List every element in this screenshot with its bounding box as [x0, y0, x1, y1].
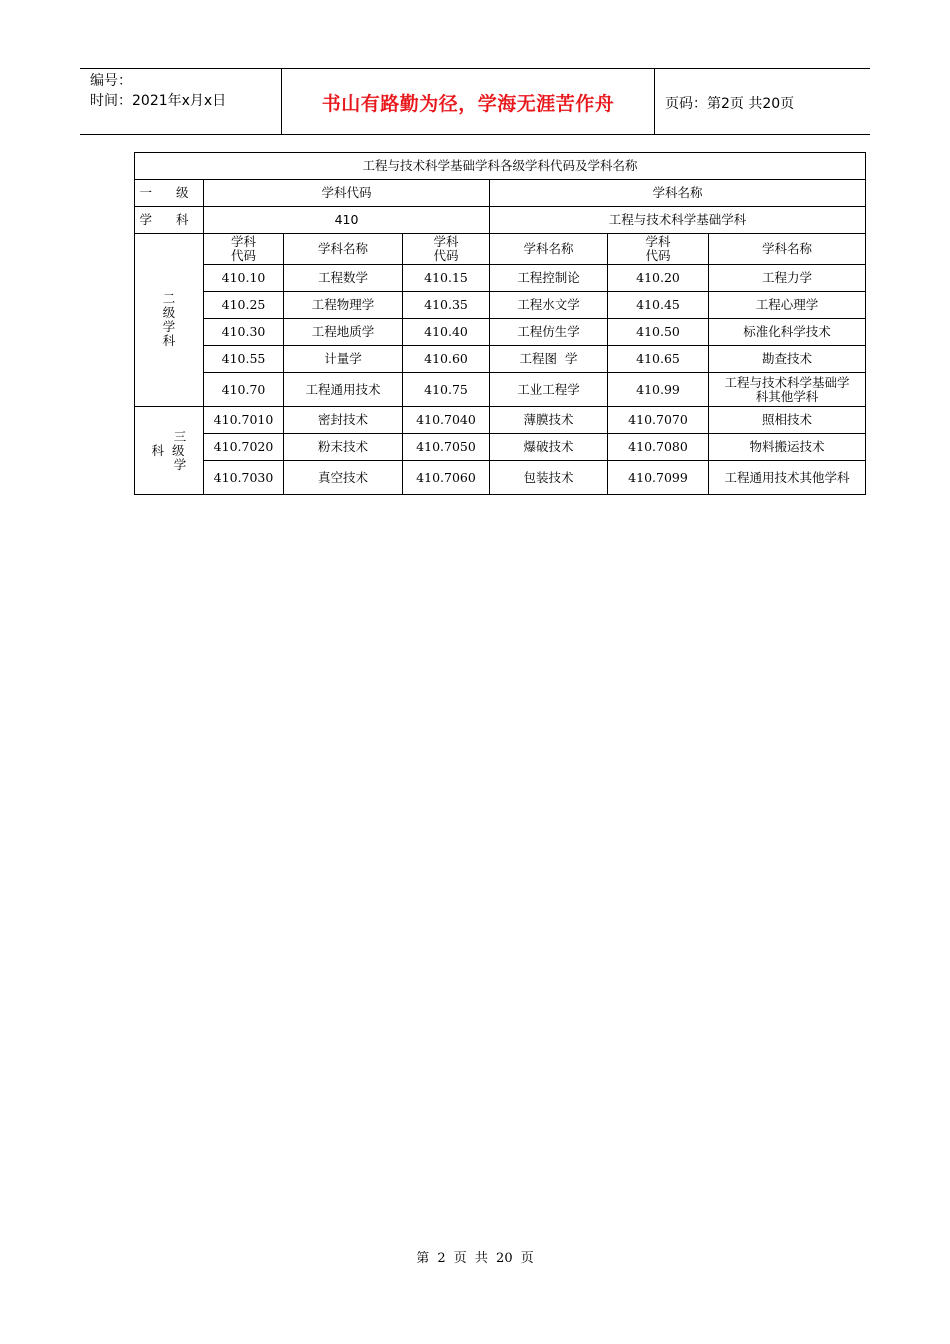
- subject-name: 工业工程学: [490, 373, 608, 407]
- table-row: [135, 407, 866, 434]
- subject-code: 410.75: [403, 373, 490, 407]
- subject-name: 工程心理学: [709, 292, 866, 319]
- subject-name: 工程控制论: [490, 265, 608, 292]
- header-motto: 书山有路勤为径，学海无涯苦作舟: [321, 93, 615, 115]
- code-header: 学科 代码: [204, 234, 284, 265]
- table-row: [135, 373, 866, 407]
- subject-code: 410.40: [403, 319, 490, 346]
- subject-name: 物料搬运技术: [709, 434, 866, 461]
- page-header: [80, 68, 870, 135]
- code-header: 学科 代码: [608, 234, 709, 265]
- subject-name: 爆破技术: [490, 434, 608, 461]
- subject-code: 410.50: [608, 319, 709, 346]
- header-divider: [654, 69, 655, 135]
- subject-code: 410.70: [204, 373, 284, 407]
- subject-code: 410.7020: [204, 434, 284, 461]
- subject-code: 410.45: [608, 292, 709, 319]
- level3-label: 三 科 级 学: [135, 407, 204, 495]
- name-header: 学科名称: [490, 234, 608, 265]
- table-row: [135, 265, 866, 292]
- table-row: [135, 434, 866, 461]
- subject-name: 工程水文学: [490, 292, 608, 319]
- date-label: 时间：2021年x月x日: [90, 93, 227, 109]
- subject-code: 410.55: [204, 346, 284, 373]
- table-row: [135, 461, 866, 495]
- subject-code: 410.7060: [403, 461, 490, 495]
- subject-code: 410.7070: [608, 407, 709, 434]
- subject-name: 工程数学: [284, 265, 403, 292]
- subject-code: 410.7030: [204, 461, 284, 495]
- subject-name: 标准化科学技术: [709, 319, 866, 346]
- subject-name: 工程力学: [709, 265, 866, 292]
- level1-label-top: 一 级: [135, 180, 204, 207]
- header-meta: [90, 71, 226, 111]
- subject-name: 工程图 学: [490, 346, 608, 373]
- level1-name-header: 学科名称: [490, 180, 866, 207]
- level1-header-row: [135, 180, 866, 207]
- subject-code: 410.35: [403, 292, 490, 319]
- code-header: 学科 代码: [403, 234, 490, 265]
- subject-code: 410.7010: [204, 407, 284, 434]
- level1-label-bottom: 学 科: [135, 207, 204, 234]
- level1-name: 工程与技术科学基础学科: [490, 207, 866, 234]
- subject-name: 工程地质学: [284, 319, 403, 346]
- subject-name: 工程物理学: [284, 292, 403, 319]
- subject-name: 工程通用技术: [284, 373, 403, 407]
- subject-name: 照相技术: [709, 407, 866, 434]
- subject-code-table: [134, 152, 866, 495]
- page-counter: 页码：第2页 共20页: [665, 96, 795, 112]
- table-title-row: [135, 153, 866, 180]
- subject-code: 410.30: [204, 319, 284, 346]
- subject-code: 410.7099: [608, 461, 709, 495]
- subject-code: 410.60: [403, 346, 490, 373]
- subject-code: 410.15: [403, 265, 490, 292]
- subject-name: 密封技术: [284, 407, 403, 434]
- subject-name: 计量学: [284, 346, 403, 373]
- name-header: 学科名称: [709, 234, 866, 265]
- doc-number-label: 编号：: [90, 73, 132, 89]
- subject-code: 410.7080: [608, 434, 709, 461]
- level1-code: 410: [204, 207, 490, 234]
- table-row: [135, 319, 866, 346]
- table-title: 工程与技术科学基础学科各级学科代码及学科名称: [135, 153, 866, 180]
- subject-code: 410.65: [608, 346, 709, 373]
- level1-value-row: [135, 207, 866, 234]
- name-header: 学科名称: [284, 234, 403, 265]
- level1-code-header: 学科代码: [204, 180, 490, 207]
- level2-label: 二 级 学 科: [135, 234, 204, 407]
- subject-name: 真空技术: [284, 461, 403, 495]
- table-row: [135, 346, 866, 373]
- table-row: [135, 292, 866, 319]
- subject-name: 勘查技术: [709, 346, 866, 373]
- subject-name: 工程仿生学: [490, 319, 608, 346]
- subject-name: 粉末技术: [284, 434, 403, 461]
- subject-name: 工程通用技术其他学科: [709, 461, 866, 495]
- level2-header-row: [135, 234, 866, 265]
- subject-code: 410.99: [608, 373, 709, 407]
- subject-code: 410.7040: [403, 407, 490, 434]
- subject-name: 包装技术: [490, 461, 608, 495]
- subject-code: 410.7050: [403, 434, 490, 461]
- subject-code: 410.20: [608, 265, 709, 292]
- subject-name: 薄膜技术: [490, 407, 608, 434]
- page-footer: 第 2 页 共 20 页: [416, 1251, 534, 1266]
- subject-name: 工程与技术科学基础学科其他学科: [709, 373, 866, 407]
- subject-code: 410.25: [204, 292, 284, 319]
- subject-code: 410.10: [204, 265, 284, 292]
